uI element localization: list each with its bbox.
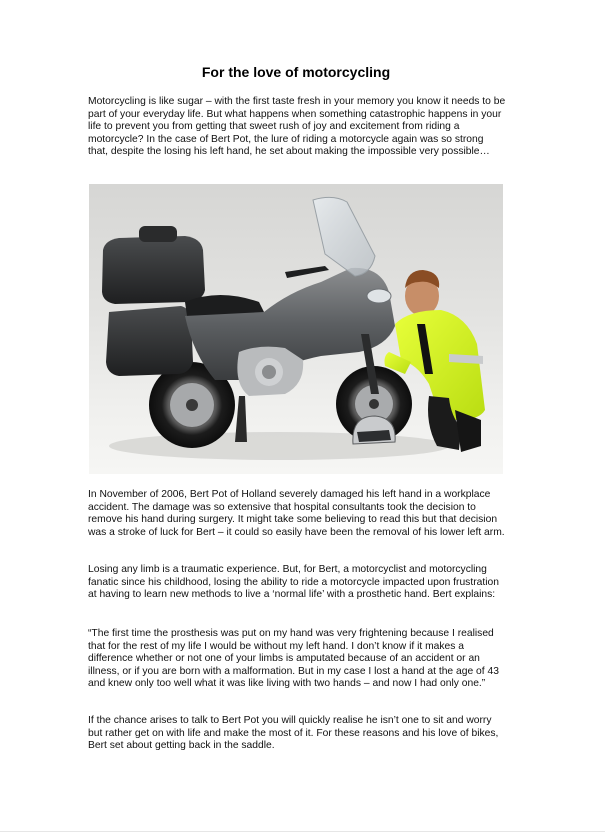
- article-title: For the love of motorcycling: [201, 64, 391, 80]
- body-paragraph: In November of 2006, Bert Pot of Holland severely damaged his left hand in a workplace accident. The damage was so extensive that hospital consultants took the decision to remove his hand during surgery. It might take some believing to read this but that decision was a stroke of luck for Bert – it could so easily have been the removal of his lower left arm.: [88, 489, 505, 538]
- body-paragraph: Losing any limb is a traumatic experience. But, for Bert, a motorcyclist and motorcycling fanatic since his childhood, losing the ability to ride a motorcycle impacted upon frustration at having to learn new methods to live a ‘normal life’ with a prosthetic hand. Bert explains:: [88, 564, 499, 600]
- motorcycle-photo: [89, 184, 503, 474]
- quote-paragraph: “The first time the prosthesis was put on my hand was very frightening because I realised that for the rest of my life I would be without my left hand. I don’t know if it makes a difference whether or not one of your limbs is amputated because of an accident or an illness, or if you are born with a malformation. But in my case I lost a hand at the age of 43 and knew only too well what it was like living with two hands – and now I had only one.”: [88, 628, 499, 689]
- intro-paragraph: Motorcycling is like sugar – with the first taste fresh in your memory you know it needs to be part of your everyday life. But what happens when something catastrophic happens in your life to prevent you from getting that sweet rush of joy and excitement from riding a motorcycle? In the case of Bert Pot, the lure of riding a motorcycle again was so strong that, despite the losing his left hand, he set about making the impossible very possible…: [88, 96, 506, 157]
- page-bottom-edge: [0, 831, 605, 832]
- body-paragraph: If the chance arises to talk to Bert Pot you will quickly realise he isn’t one to sit and worry but rather get on with life and make the most of it. For these reasons and his love of bikes, Bert set about getting back in the saddle.: [88, 715, 499, 751]
- photo-icon: [89, 184, 503, 474]
